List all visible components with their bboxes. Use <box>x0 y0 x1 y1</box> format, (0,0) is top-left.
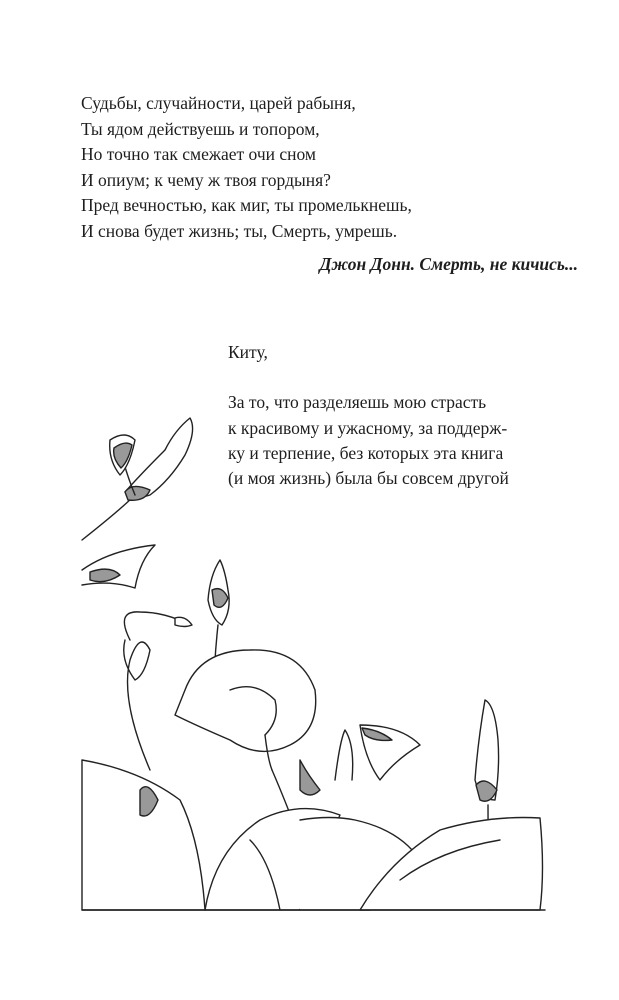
poem-line: И снова будет жизнь; ты, Смерть, умрешь. <box>81 220 398 241</box>
dedication-line: ку и терпение, без которых эта книга <box>228 442 504 463</box>
epigraph-poem <box>81 91 412 244</box>
dedication <box>228 340 509 491</box>
dedication-line: (и моя жизнь) была бы совсем другой <box>228 468 509 489</box>
poem-line: И опиум; к чему ж твоя гордыня? <box>81 169 331 190</box>
epigraph-attribution: Джон Донн. Смерть, не кичись... <box>319 254 578 274</box>
dedication-line: к красивому и ужасному, за поддерж- <box>228 417 508 438</box>
poem-line: Ты ядом действуешь и топором, <box>81 118 320 139</box>
dedication-line: За то, что разделяешь мою страсть <box>228 392 487 413</box>
poem-line: Пред вечностью, как миг, ты промелькнешь, <box>81 195 412 215</box>
poem-line: Но точно так смежает очи сном <box>81 144 316 164</box>
poem-line: Судьбы, случайности, царей рабыня, <box>81 93 356 113</box>
dedication-salutation: Киту, <box>228 342 268 362</box>
